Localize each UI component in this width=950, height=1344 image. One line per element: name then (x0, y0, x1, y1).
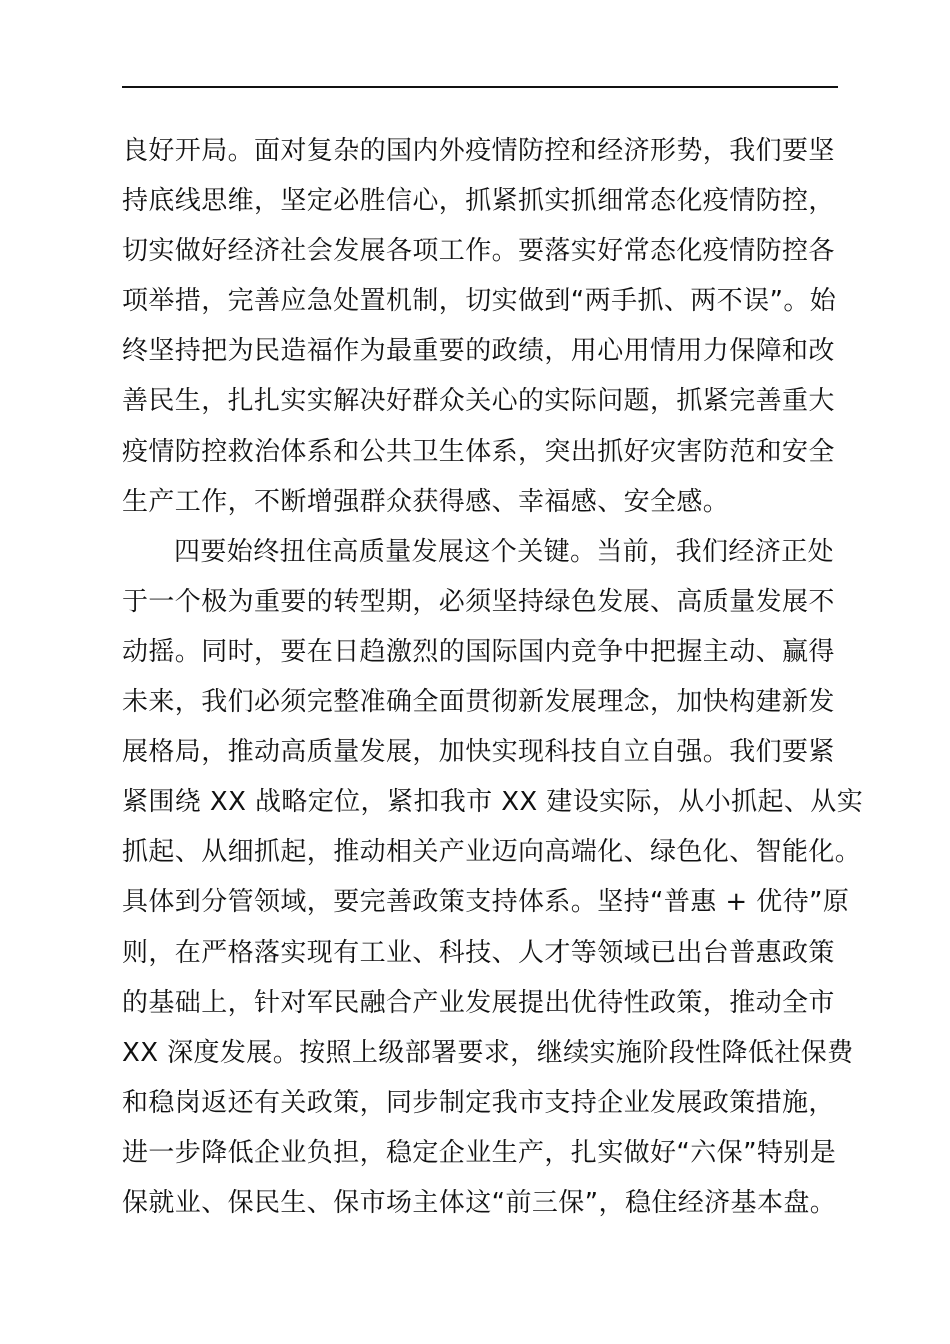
text-line: 生产工作，不断增强群众获得感、幸福感、安全感。 (122, 486, 730, 517)
text-line: 抓起、从细抓起，推动相关产业迈向高端化、绿色化、智能化。 (122, 837, 862, 868)
text-line: 进一步降低企业负担，稳定企业生产，扎实做好“六保”特别是 (122, 1137, 837, 1168)
text-line: 疫情防控救治体系和公共卫生体系，突出抓好灾害防范和安全 (122, 436, 835, 467)
text-line: 良好开局。面对复杂的国内外疫情防控和经济形势，我们要坚 (122, 136, 835, 166)
text-line: 切实做好经济社会发展各项工作。要落实好常态化疫情防控各 (122, 236, 835, 267)
text-line: 持底线思维，坚定必胜信心，抓紧抓实抓细常态化疫情防控， (122, 186, 835, 217)
text-line: 展格局，推动高质量发展，加快实现科技自立自强。我们要紧 (122, 737, 835, 768)
text-line: XX 深度发展。按照上级部署要求，继续实施阶段性降低社保费 (122, 1037, 854, 1068)
text-line: 动摇。同时，要在日趋激烈的国际国内竞争中把握主动、赢得 (122, 636, 835, 667)
text-line: 和稳岗返还有关政策，同步制定我市支持企业发展政策措施， (122, 1087, 835, 1118)
paragraph-2 (122, 527, 864, 1228)
text-line: 紧围绕 XX 战略定位，紧扣我市 XX 建设实际，从小抓起、从实 (122, 787, 864, 818)
header-rule (122, 86, 838, 88)
text-line: 项举措，完善应急处置机制，切实做到“两手抓、两不误”。始 (122, 286, 837, 317)
text-line: 保就业、保民生、保市场主体这“前三保”，稳住经济基本盘。 (122, 1187, 837, 1218)
text-line: 善民生，扎扎实实解决好群众关心的实际问题，抓紧完善重大 (122, 386, 835, 417)
text-line: 终坚持把为民造福作为最重要的政绩，用心用情用力保障和改 (122, 336, 835, 367)
text-line: 于一个极为重要的转型期，必须坚持绿色发展、高质量发展不 (122, 586, 835, 617)
text-line: 的基础上，针对军民融合产业发展提出优待性政策，推动全市 (122, 987, 835, 1018)
text-line: 未来，我们必须完整准确全面贯彻新发展理念，加快构建新发 (122, 687, 835, 718)
text-line: 四要始终扭住高质量发展这个关键。当前，我们经济正处 (174, 536, 835, 567)
document-body (122, 126, 864, 1228)
paragraph-1 (122, 126, 852, 527)
text-line: 具体到分管领域，要完善政策支持体系。坚持“普惠 + 优待”原 (122, 887, 850, 918)
text-line: 则，在严格落实现有工业、科技、人才等领域已出台普惠政策 (122, 937, 835, 968)
